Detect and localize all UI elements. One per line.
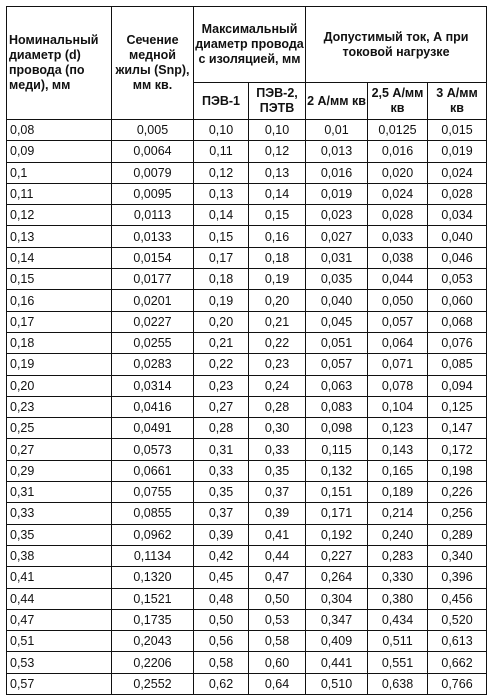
- cell-current-2-5: 0,511: [368, 631, 428, 652]
- cell-current-2: 0,051: [306, 332, 368, 353]
- table-row: [7, 396, 487, 417]
- cell-current-2-5: 0,024: [368, 183, 428, 204]
- header-copper-section: Сечение медной жилы (Snp), мм кв.: [112, 7, 194, 120]
- header-pev1: ПЭВ-1: [194, 83, 249, 120]
- cell-current-2: 0,016: [306, 162, 368, 183]
- cell-pev2-petv: 0,64: [249, 673, 306, 694]
- cell-current-2-5: 0,044: [368, 269, 428, 290]
- header-nominal-diameter: Номинальный диаметр (d) провода (по меди), мм: [7, 7, 112, 120]
- cell-pev1: 0,23: [194, 375, 249, 396]
- cell-current-2: 0,013: [306, 141, 368, 162]
- cell-nominal-diameter: 0,25: [7, 418, 112, 439]
- cell-pev2-petv: 0,24: [249, 375, 306, 396]
- cell-copper-section: 0,2552: [112, 673, 194, 694]
- cell-current-2: 0,01: [306, 120, 368, 141]
- cell-pev2-petv: 0,30: [249, 418, 306, 439]
- cell-copper-section: 0,0962: [112, 524, 194, 545]
- cell-current-3: 0,125: [428, 396, 487, 417]
- cell-pev1: 0,11: [194, 141, 249, 162]
- cell-nominal-diameter: 0,14: [7, 247, 112, 268]
- cell-nominal-diameter: 0,35: [7, 524, 112, 545]
- cell-current-2-5: 0,057: [368, 311, 428, 332]
- cell-copper-section: 0,0133: [112, 226, 194, 247]
- cell-current-3: 0,085: [428, 354, 487, 375]
- cell-pev1: 0,20: [194, 311, 249, 332]
- cell-current-2: 0,098: [306, 418, 368, 439]
- cell-pev1: 0,62: [194, 673, 249, 694]
- cell-copper-section: 0,2206: [112, 652, 194, 673]
- cell-current-2-5: 0,028: [368, 205, 428, 226]
- cell-current-3: 0,226: [428, 482, 487, 503]
- cell-current-3: 0,456: [428, 588, 487, 609]
- table-row: [7, 418, 487, 439]
- cell-current-2: 0,441: [306, 652, 368, 673]
- cell-pev1: 0,15: [194, 226, 249, 247]
- table-row: [7, 290, 487, 311]
- cell-nominal-diameter: 0,33: [7, 503, 112, 524]
- cell-pev2-petv: 0,20: [249, 290, 306, 311]
- cell-pev2-petv: 0,39: [249, 503, 306, 524]
- cell-copper-section: 0,0283: [112, 354, 194, 375]
- cell-pev1: 0,10: [194, 120, 249, 141]
- cell-current-3: 0,046: [428, 247, 487, 268]
- cell-pev2-petv: 0,37: [249, 482, 306, 503]
- cell-nominal-diameter: 0,11: [7, 183, 112, 204]
- header-allowed-current: Допустимый ток, А при токовой нагрузке: [306, 7, 487, 83]
- cell-pev2-petv: 0,41: [249, 524, 306, 545]
- table-row: [7, 226, 487, 247]
- cell-current-2-5: 0,551: [368, 652, 428, 673]
- cell-pev2-petv: 0,58: [249, 631, 306, 652]
- cell-nominal-diameter: 0,13: [7, 226, 112, 247]
- cell-current-3: 0,613: [428, 631, 487, 652]
- cell-current-2: 0,409: [306, 631, 368, 652]
- cell-current-2: 0,192: [306, 524, 368, 545]
- header-max-diameter: Максимальный диаметр провода с изоляцией, мм: [194, 7, 306, 83]
- cell-pev2-petv: 0,44: [249, 545, 306, 566]
- cell-current-2: 0,510: [306, 673, 368, 694]
- cell-current-2-5: 0,050: [368, 290, 428, 311]
- header-current-2: 2 А/мм кв: [306, 83, 368, 120]
- cell-nominal-diameter: 0,1: [7, 162, 112, 183]
- cell-current-2-5: 0,016: [368, 141, 428, 162]
- cell-current-2: 0,023: [306, 205, 368, 226]
- cell-nominal-diameter: 0,20: [7, 375, 112, 396]
- cell-pev1: 0,45: [194, 567, 249, 588]
- table-row: [7, 141, 487, 162]
- table-row: [7, 354, 487, 375]
- cell-pev1: 0,13: [194, 183, 249, 204]
- cell-current-2-5: 0,071: [368, 354, 428, 375]
- cell-nominal-diameter: 0,31: [7, 482, 112, 503]
- cell-current-2: 0,083: [306, 396, 368, 417]
- table-row: [7, 609, 487, 630]
- cell-copper-section: 0,1521: [112, 588, 194, 609]
- cell-current-2: 0,171: [306, 503, 368, 524]
- cell-current-2-5: 0,020: [368, 162, 428, 183]
- cell-pev2-petv: 0,47: [249, 567, 306, 588]
- cell-current-2-5: 0,380: [368, 588, 428, 609]
- cell-current-3: 0,766: [428, 673, 487, 694]
- cell-copper-section: 0,0113: [112, 205, 194, 226]
- cell-current-3: 0,256: [428, 503, 487, 524]
- cell-current-2-5: 0,0125: [368, 120, 428, 141]
- cell-current-2-5: 0,165: [368, 460, 428, 481]
- cell-copper-section: 0,0079: [112, 162, 194, 183]
- cell-pev1: 0,18: [194, 269, 249, 290]
- table-row: [7, 524, 487, 545]
- cell-pev2-petv: 0,10: [249, 120, 306, 141]
- header-current-2-5: 2,5 А/мм кв: [368, 83, 428, 120]
- cell-nominal-diameter: 0,44: [7, 588, 112, 609]
- cell-current-3: 0,198: [428, 460, 487, 481]
- cell-nominal-diameter: 0,57: [7, 673, 112, 694]
- table-row: [7, 545, 487, 566]
- cell-copper-section: 0,0314: [112, 375, 194, 396]
- cell-current-2-5: 0,189: [368, 482, 428, 503]
- table-row: [7, 588, 487, 609]
- cell-copper-section: 0,0416: [112, 396, 194, 417]
- cell-nominal-diameter: 0,17: [7, 311, 112, 332]
- table-row: [7, 269, 487, 290]
- table-body: [7, 120, 487, 695]
- cell-pev2-petv: 0,53: [249, 609, 306, 630]
- cell-nominal-diameter: 0,38: [7, 545, 112, 566]
- cell-nominal-diameter: 0,53: [7, 652, 112, 673]
- cell-pev1: 0,27: [194, 396, 249, 417]
- table-row: [7, 311, 487, 332]
- cell-copper-section: 0,0154: [112, 247, 194, 268]
- cell-current-3: 0,147: [428, 418, 487, 439]
- cell-current-2-5: 0,064: [368, 332, 428, 353]
- cell-pev1: 0,48: [194, 588, 249, 609]
- table-row: [7, 482, 487, 503]
- cell-pev2-petv: 0,13: [249, 162, 306, 183]
- cell-pev2-petv: 0,12: [249, 141, 306, 162]
- cell-copper-section: 0,0661: [112, 460, 194, 481]
- cell-pev1: 0,31: [194, 439, 249, 460]
- table-row: [7, 673, 487, 694]
- cell-nominal-diameter: 0,18: [7, 332, 112, 353]
- cell-current-2: 0,027: [306, 226, 368, 247]
- cell-nominal-diameter: 0,15: [7, 269, 112, 290]
- cell-pev2-petv: 0,21: [249, 311, 306, 332]
- cell-current-2: 0,063: [306, 375, 368, 396]
- cell-current-3: 0,053: [428, 269, 487, 290]
- cell-copper-section: 0,005: [112, 120, 194, 141]
- cell-pev1: 0,19: [194, 290, 249, 311]
- cell-current-2: 0,035: [306, 269, 368, 290]
- cell-pev1: 0,17: [194, 247, 249, 268]
- table-row: [7, 205, 487, 226]
- cell-current-2-5: 0,123: [368, 418, 428, 439]
- cell-copper-section: 0,1735: [112, 609, 194, 630]
- cell-copper-section: 0,0177: [112, 269, 194, 290]
- table-header: [7, 7, 487, 120]
- table-row: [7, 247, 487, 268]
- cell-nominal-diameter: 0,29: [7, 460, 112, 481]
- cell-pev1: 0,58: [194, 652, 249, 673]
- cell-pev1: 0,35: [194, 482, 249, 503]
- table-row: [7, 631, 487, 652]
- cell-current-2-5: 0,240: [368, 524, 428, 545]
- cell-current-2: 0,132: [306, 460, 368, 481]
- cell-pev2-petv: 0,16: [249, 226, 306, 247]
- table-row: [7, 567, 487, 588]
- cell-current-3: 0,015: [428, 120, 487, 141]
- cell-pev2-petv: 0,14: [249, 183, 306, 204]
- table-row: [7, 120, 487, 141]
- cell-copper-section: 0,0573: [112, 439, 194, 460]
- cell-pev1: 0,56: [194, 631, 249, 652]
- cell-pev2-petv: 0,15: [249, 205, 306, 226]
- cell-pev2-petv: 0,33: [249, 439, 306, 460]
- cell-current-3: 0,172: [428, 439, 487, 460]
- cell-current-2: 0,057: [306, 354, 368, 375]
- cell-current-2: 0,045: [306, 311, 368, 332]
- cell-current-3: 0,662: [428, 652, 487, 673]
- cell-nominal-diameter: 0,47: [7, 609, 112, 630]
- cell-current-2-5: 0,078: [368, 375, 428, 396]
- cell-current-3: 0,520: [428, 609, 487, 630]
- cell-current-2: 0,115: [306, 439, 368, 460]
- cell-pev1: 0,39: [194, 524, 249, 545]
- cell-copper-section: 0,0227: [112, 311, 194, 332]
- header-current-3: 3 А/мм кв: [428, 83, 487, 120]
- cell-pev1: 0,50: [194, 609, 249, 630]
- cell-current-2: 0,347: [306, 609, 368, 630]
- cell-copper-section: 0,0491: [112, 418, 194, 439]
- cell-pev2-petv: 0,28: [249, 396, 306, 417]
- cell-pev1: 0,33: [194, 460, 249, 481]
- cell-copper-section: 0,1134: [112, 545, 194, 566]
- cell-current-3: 0,396: [428, 567, 487, 588]
- cell-copper-section: 0,2043: [112, 631, 194, 652]
- cell-current-3: 0,040: [428, 226, 487, 247]
- cell-pev1: 0,21: [194, 332, 249, 353]
- cell-current-3: 0,019: [428, 141, 487, 162]
- cell-current-2-5: 0,434: [368, 609, 428, 630]
- wire-table: [6, 6, 487, 695]
- cell-current-2: 0,019: [306, 183, 368, 204]
- cell-current-2-5: 0,033: [368, 226, 428, 247]
- table-row: [7, 460, 487, 481]
- header-pev2-petv: ПЭВ-2, ПЭТВ: [249, 83, 306, 120]
- cell-pev2-petv: 0,23: [249, 354, 306, 375]
- cell-pev2-petv: 0,18: [249, 247, 306, 268]
- table-row: [7, 439, 487, 460]
- cell-pev1: 0,14: [194, 205, 249, 226]
- table-row: [7, 652, 487, 673]
- cell-nominal-diameter: 0,08: [7, 120, 112, 141]
- cell-pev2-petv: 0,50: [249, 588, 306, 609]
- cell-copper-section: 0,0064: [112, 141, 194, 162]
- cell-pev1: 0,22: [194, 354, 249, 375]
- cell-current-2: 0,304: [306, 588, 368, 609]
- cell-current-2-5: 0,283: [368, 545, 428, 566]
- cell-nominal-diameter: 0,09: [7, 141, 112, 162]
- cell-current-2-5: 0,038: [368, 247, 428, 268]
- cell-copper-section: 0,1320: [112, 567, 194, 588]
- cell-current-2: 0,264: [306, 567, 368, 588]
- cell-current-3: 0,024: [428, 162, 487, 183]
- cell-current-2: 0,031: [306, 247, 368, 268]
- cell-current-3: 0,068: [428, 311, 487, 332]
- cell-pev2-petv: 0,19: [249, 269, 306, 290]
- cell-copper-section: 0,0201: [112, 290, 194, 311]
- cell-nominal-diameter: 0,27: [7, 439, 112, 460]
- cell-current-2-5: 0,143: [368, 439, 428, 460]
- cell-current-3: 0,034: [428, 205, 487, 226]
- cell-pev1: 0,42: [194, 545, 249, 566]
- cell-current-3: 0,340: [428, 545, 487, 566]
- cell-current-2-5: 0,330: [368, 567, 428, 588]
- cell-current-3: 0,060: [428, 290, 487, 311]
- cell-pev1: 0,37: [194, 503, 249, 524]
- table-row: [7, 375, 487, 396]
- cell-copper-section: 0,0095: [112, 183, 194, 204]
- cell-nominal-diameter: 0,12: [7, 205, 112, 226]
- cell-current-3: 0,028: [428, 183, 487, 204]
- table-row: [7, 162, 487, 183]
- cell-pev2-petv: 0,60: [249, 652, 306, 673]
- cell-nominal-diameter: 0,41: [7, 567, 112, 588]
- table-row: [7, 332, 487, 353]
- cell-current-2: 0,151: [306, 482, 368, 503]
- cell-current-2-5: 0,214: [368, 503, 428, 524]
- cell-current-2: 0,227: [306, 545, 368, 566]
- cell-pev2-petv: 0,35: [249, 460, 306, 481]
- cell-current-3: 0,076: [428, 332, 487, 353]
- cell-current-2-5: 0,104: [368, 396, 428, 417]
- cell-copper-section: 0,0755: [112, 482, 194, 503]
- cell-copper-section: 0,0855: [112, 503, 194, 524]
- cell-nominal-diameter: 0,51: [7, 631, 112, 652]
- cell-pev2-petv: 0,22: [249, 332, 306, 353]
- cell-nominal-diameter: 0,23: [7, 396, 112, 417]
- cell-pev1: 0,12: [194, 162, 249, 183]
- cell-copper-section: 0,0255: [112, 332, 194, 353]
- cell-nominal-diameter: 0,16: [7, 290, 112, 311]
- table-row: [7, 503, 487, 524]
- cell-current-2: 0,040: [306, 290, 368, 311]
- cell-current-3: 0,289: [428, 524, 487, 545]
- cell-current-3: 0,094: [428, 375, 487, 396]
- cell-pev1: 0,28: [194, 418, 249, 439]
- cell-current-2-5: 0,638: [368, 673, 428, 694]
- table-row: [7, 183, 487, 204]
- cell-nominal-diameter: 0,19: [7, 354, 112, 375]
